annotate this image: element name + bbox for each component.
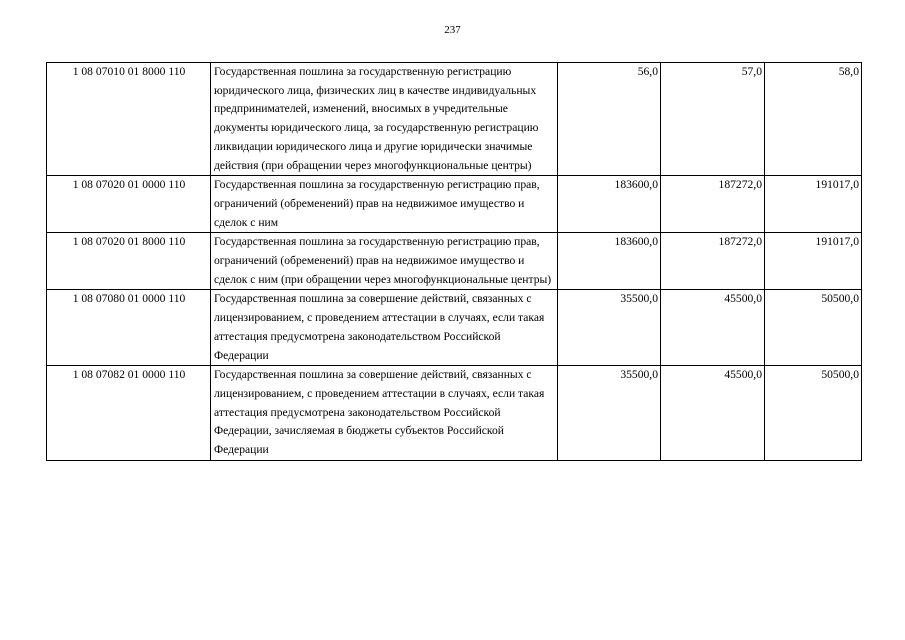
amount-year-3: 191017,0 (765, 233, 862, 290)
revenue-description: Государственная пошлина за совершение действий, связанных с лицензированием, с проведением аттестации в случаях, если такая аттестация предусмотрена законодательством Российской Федерации (211, 290, 558, 366)
page-number: 237 (444, 24, 461, 36)
revenue-table (46, 62, 862, 461)
amount-year-3: 50500,0 (765, 290, 862, 366)
kbk-code: 1 08 07020 01 0000 110 (47, 176, 211, 233)
revenue-description: Государственная пошлина за государственную регистрацию юридического лица, физических лиц в качестве индивидуальных предпринимателей, изменений, вносимых в учредительные документы юридического лица, за государственную регистрацию ликвидации юридического лица и другие юридически значимые действия (при обращении через многофункциональные центры) (211, 63, 558, 176)
amount-year-3: 191017,0 (765, 176, 862, 233)
revenue-description: Государственная пошлина за государственную регистрацию прав, ограничений (обременений) прав на недвижимое имущество и сделок с ним (211, 176, 558, 233)
amount-year-3: 58,0 (765, 63, 862, 176)
kbk-code: 1 08 07082 01 0000 110 (47, 366, 211, 461)
table-row (47, 233, 862, 290)
kbk-code: 1 08 07080 01 0000 110 (47, 290, 211, 366)
kbk-code: 1 08 07010 01 8000 110 (47, 63, 211, 176)
amount-year-2: 187272,0 (661, 233, 765, 290)
kbk-code: 1 08 07020 01 8000 110 (47, 233, 211, 290)
revenue-description: Государственная пошлина за совершение действий, связанных с лицензированием, с проведением аттестации в случаях, если такая аттестация предусмотрена законодательством Российской Федерации, зачисляемая в бюджеты субъектов Российской Федерации (211, 366, 558, 461)
amount-year-1: 35500,0 (558, 290, 661, 366)
amount-year-1: 56,0 (558, 63, 661, 176)
amount-year-2: 45500,0 (661, 366, 765, 461)
revenue-description: Государственная пошлина за государственную регистрацию прав, ограничений (обременений) прав на недвижимое имущество и сделок с ним (при обращении через многофункциональные центры) (211, 233, 558, 290)
amount-year-1: 183600,0 (558, 176, 661, 233)
amount-year-2: 187272,0 (661, 176, 765, 233)
table-row (47, 176, 862, 233)
table-row (47, 366, 862, 461)
table-row (47, 290, 862, 366)
amount-year-2: 45500,0 (661, 290, 765, 366)
amount-year-2: 57,0 (661, 63, 765, 176)
amount-year-3: 50500,0 (765, 366, 862, 461)
table-row (47, 63, 862, 176)
amount-year-1: 35500,0 (558, 366, 661, 461)
amount-year-1: 183600,0 (558, 233, 661, 290)
